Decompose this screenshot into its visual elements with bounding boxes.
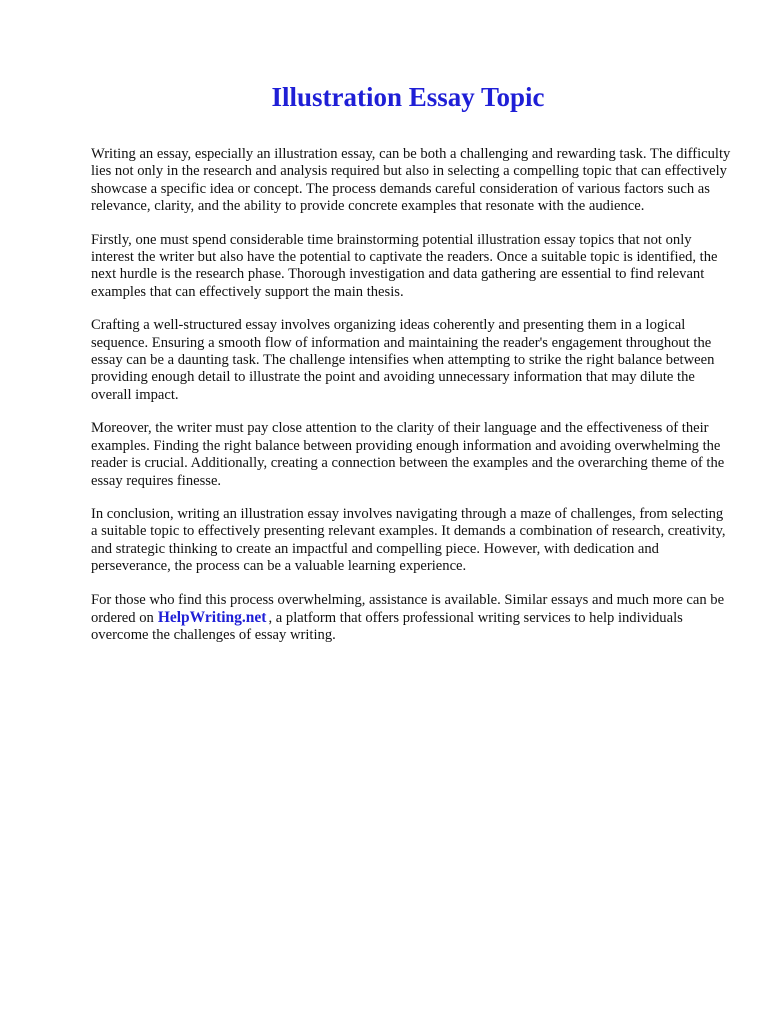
paragraph-closing xyxy=(91,592,731,645)
paragraph-structure: Crafting a well-structured essay involves organizing ideas coherently and presenting them in a logical sequence. Ensuring a smooth flow of information and maintaining the reader's engagement throughout the essay can be a daunting task. The challenge intensifies when attempting to strike the right balance between providing enough detail to illustrate the point and avoiding unnecessary information that may dilute the overall impact. xyxy=(91,317,715,403)
helpwriting-link[interactable]: HelpWriting.net xyxy=(157,608,267,626)
paragraph-brainstorming: Firstly, one must spend considerable time brainstorming potential illustration essay topics that not only interest the writer but also have the potential to captivate the readers. Once a suitable topic is identified, the next hurdle is the research phase. Thorough investigation and data gathering are essential to find relevant examples that can effectively support the main thesis. xyxy=(91,231,718,300)
document-body xyxy=(91,146,731,661)
closing-text-before-link: For those who find this process overwhelming, assistance is available. Similar essays and much more can be ordered on xyxy=(91,591,725,626)
closing-text-after-link: , a platform that offers professional writing services to help individuals overcome the challenges of essay writing. xyxy=(91,609,683,644)
document-title: Illustration Essay Topic xyxy=(271,82,545,112)
paragraph-clarity: Moreover, the writer must pay close attention to the clarity of their language and the effectiveness of their examples. Finding the right balance between providing enough information and avoiding overwhelming the reader is crucial. Additionally, creating a connection between the examples and the overarching theme of the essay requires finesse. xyxy=(91,420,725,489)
paragraph-conclusion: In conclusion, writing an illustration essay involves navigating through a maze of challenges, from selecting a suitable topic to effectively presenting relevant examples. It demands a combination of research, creativity, and strategic thinking to create an impactful and compelling piece. However, with dedication and perseverance, the process can be a valuable learning experience. xyxy=(91,505,726,575)
paragraph-intro: Writing an essay, especially an illustration essay, can be both a challenging and rewarding task. The difficulty lies not only in the research and analysis required but also in selecting a compelling topic that can effectively showcase a specific idea or concept. The process demands careful consideration of various factors such as relevance, clarity, and the ability to provide concrete examples that resonate with the audience. xyxy=(91,146,731,215)
